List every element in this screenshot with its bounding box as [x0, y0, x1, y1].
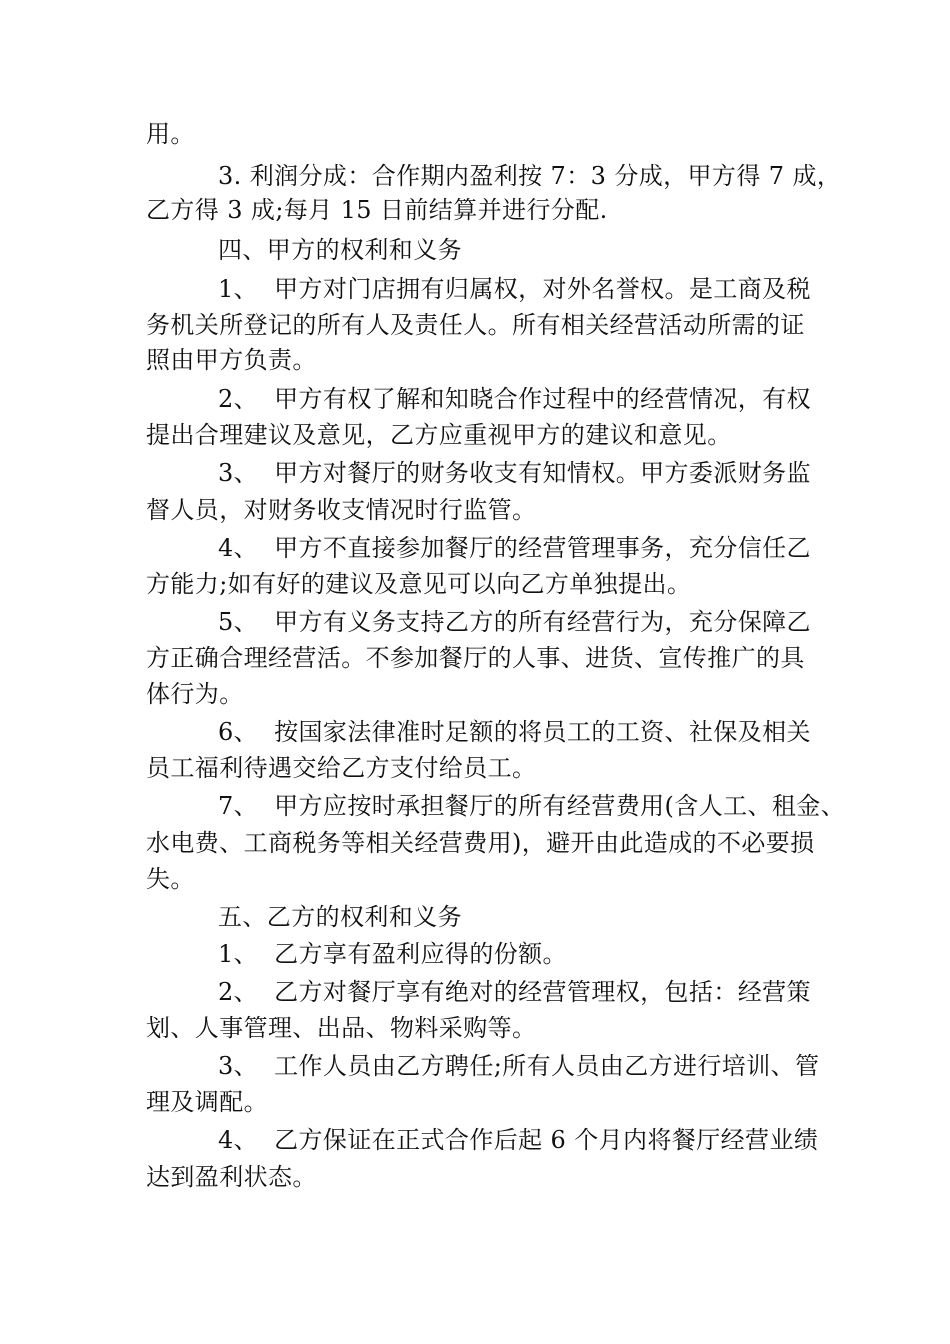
text-line: 4、 甲方不直接参加餐厅的经营管理事务，充分信任乙 — [218, 534, 811, 562]
text-line: 1、 乙方享有盈利应得的份额。 — [218, 940, 567, 968]
text-line: 失。 — [146, 865, 195, 893]
text-line: 水电费、工商税务等相关经营费用)，避开由此造成的不必要损 — [146, 829, 815, 857]
text-line: 方能力;如有好的建议及意见可以向乙方单独提出。 — [146, 570, 692, 598]
text-line: 3、 工作人员由乙方聘任;所有人员由乙方进行培训、管 — [218, 1052, 820, 1080]
text-line: 务机关所登记的所有人及责任人。所有相关经营活动所需的证 — [146, 311, 805, 339]
text-line: 4、 乙方保证在正式合作后起 6 个月内将餐厅经营业绩 — [218, 1126, 819, 1154]
text-line: 理及调配。 — [146, 1088, 268, 1116]
text-line: 2、 甲方有权了解和知晓合作过程中的经营情况，有权 — [218, 385, 811, 413]
text-line: 照由甲方负责。 — [146, 346, 317, 374]
section-heading: 四、甲方的权利和义务 — [218, 236, 462, 264]
text-line: 用。 — [146, 120, 195, 148]
text-line: 员工福利待遇交给乙方支付给员工。 — [146, 754, 537, 782]
text-line: 5、 甲方有义务支持乙方的所有经营行为，充分保障乙 — [218, 608, 811, 636]
text-line: 体行为。 — [146, 680, 244, 708]
text-line: 2、 乙方对餐厅享有绝对的经营管理权，包括：经营策 — [218, 978, 811, 1006]
text-line: 7、 甲方应按时承担餐厅的所有经营费用(含人工、租金、 — [218, 792, 846, 820]
text-line: 乙方得 3 成;每月 15 日前结算并进行分配. — [146, 196, 608, 224]
text-line: 6、 按国家法律准时足额的将员工的工资、社保及相关 — [218, 718, 811, 746]
text-line: 达到盈利状态。 — [146, 1163, 317, 1191]
text-line: 1、 甲方对门店拥有归属权，对外名誉权。是工商及税 — [218, 275, 811, 303]
text-line: 3. 利润分成：合作期内盈利按 7：3 分成，甲方得 7 成， — [218, 162, 842, 190]
text-line: 提出合理建议及意见，乙方应重视甲方的建议和意见。 — [146, 421, 732, 449]
section-heading: 五、乙方的权利和义务 — [218, 903, 462, 931]
text-line: 3、 甲方对餐厅的财务收支有知情权。甲方委派财务监 — [218, 459, 811, 487]
text-line: 方正确合理经营活。不参加餐厅的人事、进货、宣传推广的具 — [146, 644, 805, 672]
text-line: 划、人事管理、出品、物料采购等。 — [146, 1014, 537, 1042]
text-line: 督人员，对财务收支情况时行监管。 — [146, 496, 537, 524]
